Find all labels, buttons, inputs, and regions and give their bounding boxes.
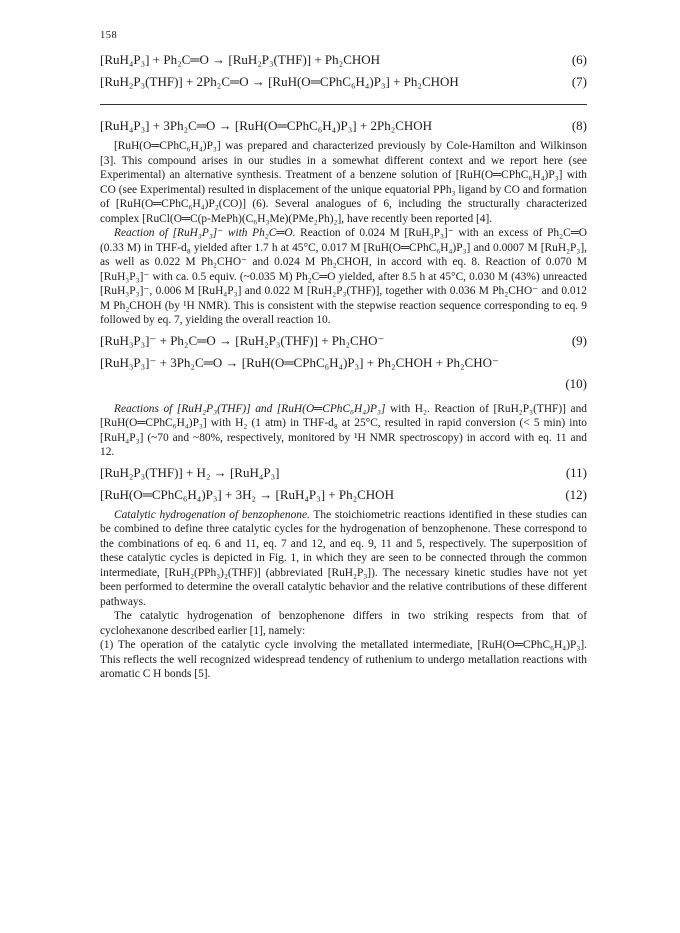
equation-number: (8) (571, 118, 587, 133)
page (100, 30, 587, 682)
equation-number: (7) (571, 74, 587, 89)
paragraph-heading: Reaction of [RuH₃P₃]⁻ with Ph₂C═O. (114, 227, 296, 239)
paragraph-heading: Catalytic hydrogenation of benzophenone. (114, 508, 310, 521)
equation-body: [RuH₄P₃] + 3Ph₂C═O → [RuH(O═CPhC₆H₄)P₃] + 2Ph₂CHOH (100, 118, 433, 133)
equation-number: (11) (565, 464, 587, 480)
equation-7 (100, 73, 587, 90)
equation-body: [RuH(O═CPhC₆H₄)P₃] + 3H₂ → [RuH₄P₃] + Ph₂CHOH (100, 486, 394, 502)
paragraph-catalytic-hydrogenation (100, 508, 587, 610)
equation-number: (12) (565, 486, 587, 502)
equation-number: (6) (571, 52, 587, 67)
equation-11 (100, 464, 587, 481)
equation-number: (9) (571, 332, 587, 348)
equation-body: [RuH₂P₃(THF)] + 2Ph₂C═O → [RuH(O═CPhC₆H₄)P₃] + Ph₂CHOH (100, 74, 459, 89)
section-divider (100, 104, 587, 105)
equation-body: [RuH₃P₃]⁻ + 3Ph₂C═O → [RuH(O═CPhC₆H₄)P₃] + Ph₂CHOH + Ph₂CHO⁻ (100, 354, 499, 370)
paragraph-point-1: (1) The operation of the catalytic cycle involving the metallated intermediate, [RuH(O═CPhC₆H₄)P₃]. This reflects the well recognized widespread tendency of ruthenium to undergo metallation reactions with aromatic C H bonds [5]. (100, 639, 587, 680)
equation-8 (100, 117, 587, 134)
paragraph-body: with H₂. Reaction of [RuH₂P₃(THF)] and [RuH(O═CPhC₆H₄)P₃] with H₂ (1 atm) in THF-d₈ at 25°C, resulted in rapid conversion (< 5 min) into [RuH₄P₃] (~70 and ~80%, respectively, monitored by ¹H NMR spectroscopy) in accord with eq. 11 and 12. (100, 402, 587, 458)
equation-number: (10) (565, 375, 587, 391)
equation-body: [RuH₄P₃] + Ph₂C═O → [RuH₂P₃(THF)] + Ph₂CHOH (100, 52, 381, 67)
paragraph-reactions-h2 (100, 402, 587, 460)
paragraph-body: The stoichiometric reactions identified in these studies can be combined to define three catalytic cycles for the hydrogenation of benzophenone. These correspond to the combinations of eq. 6 and 11, eq. 7 and 12, and eq. 9, 11 and 5, respectively. The superposition of these catalytic cycles is depicted in Fig. 1, in which they are seen to be connected through the common intermediate, [RuH₂(PPh₃)₂(THF)] (abbreviated [RuH₂P₃]). The necessary kinetic studies have not yet been performed to determine the overall catalytic behavior and the relative contributions of these different pathways. (100, 508, 588, 608)
equation-6 (100, 51, 587, 68)
equation-body: [RuH₂P₃(THF)] + H₂ → [RuH₄P₃] (100, 464, 280, 480)
equation-10 (100, 354, 587, 392)
equation-9 (100, 332, 587, 349)
paragraph-synthesis: [RuH(O═CPhC₆H₄)P₃] was prepared and characterized previously by Cole-Hamilton and Wilkinson [3]. This compound arises in our studies in a somewhat different context and we report here (see Experimental) an alternative synthesis. Treatment of a benzene solution of [RuH(O═CPhC₆H₄)P₃] with CO (see Experimental) resulted in displacement of the unique equatorial PPh₃ ligand by CO and formation of [RuH(O═CPhC₆H₄)P₂(CO)] (6). Several analogues of 6, including the structurally characterized complex [RuCl(O═C(p-MePh)(C₆H₃Me)(PMe₂Ph)₂], have recently been reported [4]. (100, 140, 587, 225)
paragraph-comparison: The catalytic hydrogenation of benzophenone differs in two striking respects from that of cyclohexanone described earlier [1], namely: (100, 610, 587, 637)
equation-12 (100, 486, 587, 503)
paragraph-body: Reaction of 0.024 M [RuH₃P₃]⁻ with an excess of Ph₂C═O (0.33 M) in THF-d₈ yielded after 1.7 h at 45°C, 0.017 M [RuH(O═CPhC₆H₄)P₃] and 0.0007 M [RuH₂P₃], as well as 0.022 M Ph₂CHO⁻ and 0.024 M Ph₂CHOH, in accord with eq. 8. Reaction of 0.070 M [RuH₃P₃]⁻ with ca. 0.5 equiv. (~0.035 M) Ph₂C═O yielded, after 8.5 h at 45°C, 0.030 M (43%) unreacted [RuH₃P₃]⁻, 0.006 M [RuH₄P₃] and 0.022 M [RuH₂P₃(THF)], together with 0.036 M Ph₂CHO⁻ and 0.012 M Ph₂CHOH (by ¹H NMR). This is consistent with the stepwise reaction sequence corresponding to eq. 9 followed by eq. 7, yielding the overall reaction 10. (100, 227, 587, 326)
page-number: 158 (100, 30, 118, 41)
equation-body: [RuH₃P₃]⁻ + Ph₂C═O → [RuH₂P₃(THF)] + Ph₂CHO⁻ (100, 332, 385, 348)
paragraph-reaction-ruh3p3 (100, 226, 587, 328)
paragraph-heading: Reactions of [RuH₂P₃(THF)] and [RuH(O═CPhC₆H₄)P₃] (114, 402, 386, 415)
